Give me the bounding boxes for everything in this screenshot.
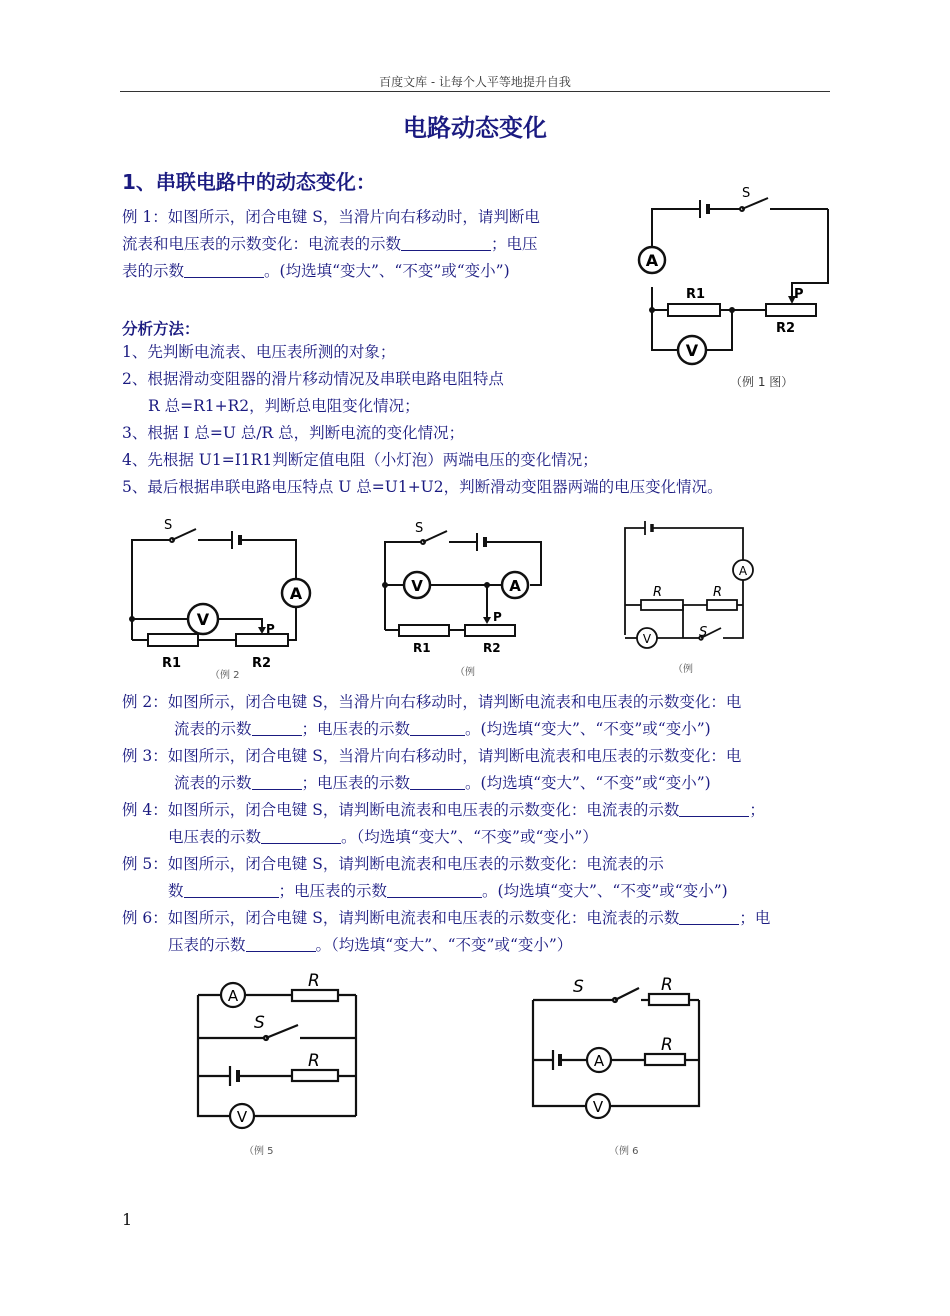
example3-line2: 流表的示数 ；电压表的示数 。(均选填“变大”、“不变”或“变小”): [174, 774, 711, 792]
svg-text:S: S: [254, 1013, 265, 1033]
page-header: 百度文库 - 让每个人平等地提升自我: [379, 75, 571, 89]
example4-line2: 电压表的示数 。（均选填“变大”、“不变”或“变小”）: [168, 828, 598, 846]
svg-text:R1: R1: [413, 641, 431, 655]
svg-text:A: A: [227, 987, 239, 1005]
svg-text:V: V: [196, 610, 210, 629]
svg-text:V: V: [236, 1108, 248, 1126]
example6-line2: 压表的示数 。（均选填“变大”、“不变”或“变小”）: [168, 936, 573, 954]
svg-text:A: A: [509, 577, 521, 595]
svg-text:（例: （例: [673, 664, 693, 675]
analysis-step: 5、最后根据串联电路电压特点 U 总=U1+U2，判断滑动变阻器两端的电压变化情况。: [122, 478, 723, 496]
example3-line1: 例 3：如图所示，闭合电键 S，当滑片向右移动时，请判断电流表和电压表的示数变化：电: [122, 747, 742, 765]
svg-text:R1: R1: [162, 656, 182, 671]
answer-blank[interactable]: [184, 882, 279, 898]
analysis-step: R 总=R1+R2，判断总电阻变化情况；: [148, 397, 420, 415]
svg-text:A: A: [593, 1052, 605, 1070]
circuit-diagram-example5: [190, 970, 370, 1155]
circuit-diagram-example4: [615, 512, 765, 675]
svg-text:R2: R2: [776, 321, 796, 336]
svg-text:（例 1 图）: （例 1 图）: [730, 375, 794, 389]
answer-blank[interactable]: [679, 801, 749, 817]
analysis-step: 1、先判断电流表、电压表所测的对象；: [122, 343, 396, 361]
svg-text:（例 5: （例 5: [244, 1146, 274, 1157]
answer-blank[interactable]: [252, 774, 302, 790]
section-heading: 1、串联电路中的动态变化：: [122, 170, 376, 194]
svg-text:R2: R2: [252, 656, 272, 671]
svg-text:S: S: [415, 521, 424, 536]
svg-text:R: R: [308, 971, 320, 991]
answer-blank[interactable]: [184, 262, 264, 278]
svg-text:V: V: [592, 1098, 604, 1116]
svg-text:（例 2: （例 2: [210, 670, 240, 681]
svg-text:R1: R1: [686, 287, 706, 302]
svg-text:R: R: [661, 975, 673, 995]
svg-text:S: S: [699, 625, 708, 640]
example5-line2: 数 ；电压表的示数 。(均选填“变大”、“不变”或“变小”): [168, 882, 728, 900]
svg-text:R: R: [308, 1051, 320, 1071]
svg-text:V: V: [642, 632, 652, 646]
svg-text:A: A: [738, 564, 748, 578]
circuit-diagram-example2: [120, 515, 320, 681]
page-title: 电路动态变化: [403, 114, 547, 142]
analysis-step: 3、根据 I 总=U 总/R 总，判断电流的变化情况；: [122, 424, 465, 442]
page-number: 1: [122, 1210, 133, 1229]
svg-text:P: P: [794, 287, 804, 302]
svg-text:R: R: [661, 1035, 673, 1055]
answer-blank[interactable]: [401, 235, 491, 251]
svg-text:R: R: [713, 585, 723, 600]
example4-line1: 例 4：如图所示，闭合电键 S，请判断电流表和电压表的示数变化：电流表的示数 ；: [122, 801, 765, 819]
svg-text:V: V: [411, 577, 423, 595]
answer-blank[interactable]: [246, 936, 316, 952]
analysis-steps: [122, 339, 723, 501]
example2-line1: 例 2：如图所示，闭合电键 S，当滑片向右移动时，请判断电流表和电压表的示数变化：电: [122, 693, 742, 711]
answer-blank[interactable]: [261, 828, 341, 844]
analysis-step: 4、先根据 U1=I1R1判断定值电阻（小灯泡）两端电压的变化情况；: [122, 451, 598, 469]
example1-line2: 流表和电压表的示数变化：电流表的示数 ；电压: [122, 235, 538, 253]
svg-text:S: S: [573, 977, 584, 997]
answer-blank[interactable]: [679, 909, 739, 925]
answer-blank[interactable]: [387, 882, 482, 898]
svg-text:（例 6: （例 6: [609, 1146, 639, 1157]
analysis-heading: 分析方法：: [122, 320, 200, 338]
example5-line1: 例 5：如图所示，闭合电键 S，请判断电流表和电压表的示数变化：电流表的示: [122, 855, 664, 873]
svg-text:（例: （例: [455, 667, 475, 678]
answer-blank[interactable]: [410, 720, 465, 736]
circuit-diagram-example3: [375, 515, 555, 678]
header-rule: [120, 91, 830, 92]
svg-text:R2: R2: [483, 641, 501, 655]
example1-line3: 表的示数 。(均选填“变大”、“不变”或“变小”): [122, 262, 510, 280]
svg-text:S: S: [164, 518, 173, 533]
circuit-diagram-example6: [525, 970, 705, 1155]
answer-blank[interactable]: [410, 774, 465, 790]
svg-text:V: V: [685, 341, 699, 360]
svg-text:A: A: [645, 251, 659, 270]
example2-line2: 流表的示数 ；电压表的示数 。(均选填“变大”、“不变”或“变小”): [174, 720, 711, 738]
svg-text:P: P: [266, 622, 275, 636]
example6-line1: 例 6：如图所示，闭合电键 S，请判断电流表和电压表的示数变化：电流表的示数 ；电: [122, 909, 771, 927]
svg-text:R: R: [653, 585, 663, 600]
svg-text:A: A: [289, 584, 303, 603]
example1-line1: 例 1：如图所示，闭合电键 S，当滑片向右移动时，请判断电: [122, 208, 540, 226]
examples-text: [122, 689, 770, 959]
example1-text: [122, 204, 540, 285]
svg-text:S: S: [742, 186, 751, 201]
answer-blank[interactable]: [252, 720, 302, 736]
analysis-step: 2、根据滑动变阻器的滑片移动情况及串联电路电阻特点: [122, 370, 504, 388]
svg-text:P: P: [493, 610, 502, 624]
